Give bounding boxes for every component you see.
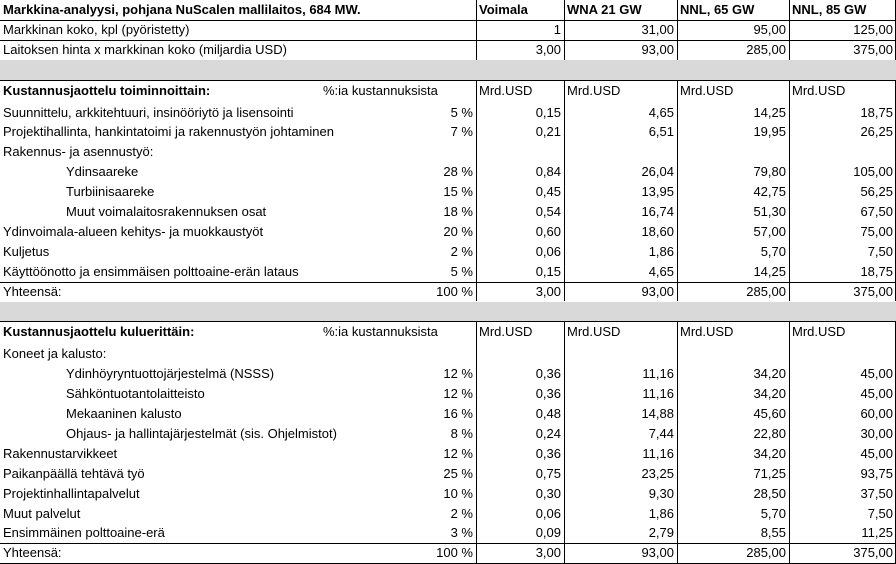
value-cell: 16,74 — [641, 204, 674, 219]
value-cell: 125,00 — [853, 21, 893, 37]
value-cell: 45,00 — [860, 445, 893, 461]
value-cell: 42,75 — [753, 184, 786, 200]
column-border — [564, 322, 565, 563]
data-row — [0, 484, 896, 504]
pct-cell: 25 % — [443, 465, 473, 481]
value-cell: 18,75 — [860, 104, 893, 120]
row-label: Ydinsaareke — [66, 164, 139, 180]
column-border — [789, 81, 790, 302]
table-title: Markkina-analyysi, pohjana NuScalen mallilaitos, 684 MW. — [3, 2, 361, 17]
section-header-row — [0, 322, 896, 344]
value-cell: 0,45 — [535, 184, 561, 200]
value-cell: 60,00 — [860, 406, 893, 421]
value-cell: 0,36 — [535, 366, 561, 382]
value-cell — [564, 344, 677, 364]
value-cell: 1,86 — [648, 243, 674, 259]
value-cell: 11,16 — [642, 366, 674, 382]
total-label: Yhteensä: — [3, 545, 62, 561]
pct-cell: 18 % — [443, 204, 473, 219]
row-label: Muut voimalaitosrakennuksen osat — [66, 204, 267, 219]
data-row — [0, 444, 896, 464]
unit-header: Mrd.USD — [792, 82, 846, 98]
total-value: 285,00 — [746, 545, 786, 561]
value-cell: 0,15 — [535, 263, 561, 279]
row-label: Markkinan koko, kpl (pyöristetty) — [3, 21, 190, 37]
section-title: Kustannusjaottelu kuluerittäin: — [3, 324, 195, 340]
data-row — [0, 242, 896, 262]
unit-header: Mrd.USD — [567, 82, 621, 98]
value-cell: 14,25 — [753, 104, 786, 120]
pct-cell: 16 % — [443, 406, 473, 421]
pct-header: %:ia kustannuksista — [323, 82, 438, 98]
market-row — [0, 20, 896, 40]
pct-cell — [320, 344, 476, 364]
data-row — [0, 202, 896, 222]
data-row — [0, 103, 896, 123]
data-row — [0, 364, 896, 384]
value-cell: 285,00 — [746, 41, 786, 57]
value-cell: 1 — [553, 21, 561, 37]
value-cell: 0,09 — [535, 525, 561, 541]
value-cell — [789, 344, 896, 364]
value-cell: 45,00 — [860, 366, 893, 382]
unit-header: Mrd.USD — [567, 324, 621, 340]
column-border — [476, 0, 477, 60]
column-border — [476, 81, 477, 302]
row-label: Koneet ja kalusto: — [3, 346, 107, 362]
unit-header: Mrd.USD — [680, 324, 734, 340]
pct-cell: 20 % — [443, 223, 473, 239]
row-label: Laitoksen hinta x markkinan koko (miljardia USD) — [3, 41, 287, 57]
col-header-wna: WNA 21 GW — [567, 2, 642, 17]
data-row — [0, 344, 896, 364]
col-header-voimala: Voimala — [479, 2, 528, 17]
value-cell: 0,15 — [535, 104, 561, 120]
value-cell: 7,50 — [867, 505, 893, 521]
unit-header: Mrd.USD — [479, 324, 533, 340]
data-row — [0, 162, 896, 182]
section-title: Kustannusjaottelu toiminnoittain: — [3, 82, 211, 98]
section-gap — [0, 60, 896, 81]
total-value: 285,00 — [746, 283, 786, 299]
total-value: 375,00 — [853, 283, 893, 299]
value-cell: 57,00 — [753, 223, 786, 239]
total-value: 93,00 — [641, 283, 674, 299]
value-cell: 75,00 — [860, 223, 893, 239]
column-border — [564, 0, 565, 60]
value-cell: 34,20 — [753, 386, 786, 402]
total-row — [0, 543, 896, 563]
value-cell: 18,75 — [860, 263, 893, 279]
value-cell: 375,00 — [853, 41, 893, 57]
unit-header: Mrd.USD — [792, 324, 846, 340]
value-cell: 0,48 — [535, 406, 561, 421]
value-cell: 105,00 — [853, 164, 893, 180]
value-cell: 13,95 — [641, 184, 674, 200]
row-label: Sähköntuotantolaitteisto — [66, 386, 205, 402]
data-row — [0, 424, 896, 444]
row-label: Turbiinisaareke — [66, 184, 155, 200]
row-label: Rakennustarvikkeet — [3, 445, 118, 461]
pct-cell: 5 % — [450, 263, 473, 279]
value-cell: 45,60 — [753, 406, 786, 421]
pct-cell: 12 % — [443, 386, 473, 402]
pct-cell: 8 % — [450, 425, 473, 441]
value-cell: 34,20 — [753, 445, 786, 461]
value-cell: 34,20 — [753, 366, 786, 382]
value-cell: 28,50 — [753, 485, 786, 501]
data-row — [0, 404, 896, 424]
data-row — [0, 182, 896, 202]
value-cell: 0,54 — [535, 204, 561, 219]
value-cell: 1,86 — [648, 505, 674, 521]
data-row — [0, 142, 896, 162]
value-cell: 4,65 — [648, 263, 674, 279]
total-value: 93,00 — [641, 545, 674, 561]
row-label: Muut palvelut — [3, 505, 81, 521]
value-cell: 0,06 — [535, 505, 561, 521]
value-cell: 67,50 — [860, 204, 893, 219]
column-border — [564, 81, 565, 302]
pct-cell: 10 % — [443, 485, 473, 501]
data-row — [0, 464, 896, 484]
header-row — [0, 0, 896, 20]
value-cell: 22,80 — [753, 425, 786, 441]
value-cell — [677, 344, 789, 364]
value-cell — [476, 344, 564, 364]
value-cell: 31,00 — [641, 21, 674, 37]
row-label: Projektihallinta, hankintatoimi ja rakennustyön johtaminen — [3, 124, 334, 140]
total-label: Yhteensä: — [3, 283, 62, 299]
value-cell: 7,50 — [867, 243, 893, 259]
pct-cell: 5 % — [450, 104, 473, 120]
total-value: 375,00 — [853, 545, 893, 561]
value-cell: 0,36 — [535, 445, 561, 461]
value-cell: 0,75 — [535, 465, 561, 481]
pct-header: %:ia kustannuksista — [323, 324, 438, 340]
value-cell: 0,84 — [535, 164, 561, 180]
pct-cell: 2 % — [450, 243, 473, 259]
value-cell: 37,50 — [860, 485, 893, 501]
value-cell: 30,00 — [860, 425, 893, 441]
data-row — [0, 384, 896, 404]
pct-cell: 12 % — [443, 366, 473, 382]
section-header-row — [0, 81, 896, 103]
value-cell: 18,60 — [641, 223, 674, 239]
row-label: Ydinhöyryntuottojärjestelmä (NSSS) — [66, 366, 275, 382]
value-cell: 45,00 — [860, 386, 893, 402]
row-label: Kuljetus — [3, 243, 50, 259]
value-cell: 26,04 — [641, 164, 674, 180]
col-header-nnl65: NNL, 65 GW — [680, 2, 755, 17]
pct-cell: 12 % — [443, 445, 473, 461]
total-pct: 100 % — [436, 545, 473, 561]
value-cell: 0,24 — [535, 425, 561, 441]
value-cell: 2,79 — [648, 525, 674, 541]
value-cell: 93,75 — [860, 465, 893, 481]
pct-cell — [320, 142, 476, 162]
total-pct: 100 % — [436, 283, 473, 299]
value-cell: 0,06 — [535, 243, 561, 259]
pct-cell: 3 % — [450, 525, 473, 541]
column-border — [677, 322, 678, 563]
value-cell: 23,25 — [641, 465, 674, 481]
column-border — [789, 0, 790, 60]
row-label: Mekaaninen kalusto — [66, 406, 182, 421]
unit-header: Mrd.USD — [680, 82, 734, 98]
value-cell: 14,25 — [753, 263, 786, 279]
value-cell: 4,65 — [648, 104, 674, 120]
value-cell: 3,00 — [535, 41, 561, 57]
section-gap — [0, 302, 896, 323]
value-cell: 93,00 — [641, 41, 674, 57]
pct-cell: 28 % — [443, 164, 473, 180]
data-row — [0, 262, 896, 282]
pct-cell: 15 % — [443, 184, 473, 200]
row-label: Ensimmäinen polttoaine-erä — [3, 525, 165, 541]
value-cell: 51,30 — [753, 204, 786, 219]
value-cell: 0,36 — [535, 386, 561, 402]
pct-cell: 2 % — [450, 505, 473, 521]
value-cell: 11,25 — [861, 525, 893, 541]
column-border — [677, 81, 678, 302]
column-border — [789, 322, 790, 563]
value-cell: 11,16 — [642, 386, 674, 402]
value-cell: 7,44 — [648, 425, 674, 441]
row-label: Ydinvoimala-alueen kehitys- ja muokkaustyöt — [3, 223, 264, 239]
row-label: Rakennus- ja asennustyö: — [3, 144, 154, 160]
unit-header: Mrd.USD — [479, 82, 533, 98]
value-cell: 6,51 — [648, 124, 674, 140]
value-cell: 0,60 — [535, 223, 561, 239]
column-border — [476, 322, 477, 563]
value-cell: 71,25 — [753, 465, 786, 481]
data-row — [0, 222, 896, 242]
value-cell: 95,00 — [753, 21, 786, 37]
value-cell — [476, 142, 564, 162]
total-value: 3,00 — [535, 283, 561, 299]
value-cell: 0,21 — [535, 124, 561, 140]
data-row — [0, 523, 896, 543]
data-row — [0, 504, 896, 524]
value-cell: 56,25 — [860, 184, 893, 200]
column-border — [677, 0, 678, 60]
value-cell: 11,16 — [642, 445, 674, 461]
value-cell — [677, 142, 789, 162]
market-row — [0, 40, 896, 60]
value-cell — [789, 142, 896, 162]
value-cell: 19,95 — [753, 124, 786, 140]
value-cell: 5,70 — [760, 243, 786, 259]
row-label: Ohjaus- ja hallintajärjestelmät (sis. Ohjelmistot) — [66, 425, 337, 441]
row-label: Suunnittelu, arkkitehtuuri, insinööriytö ja lisensointi — [3, 104, 294, 120]
row-label: Projektinhallintapalvelut — [3, 485, 140, 501]
value-cell: 5,70 — [760, 505, 786, 521]
value-cell — [564, 142, 677, 162]
row-label: Käyttöönotto ja ensimmäisen polttoaine-erän lataus — [3, 263, 299, 279]
pct-cell: 7 % — [450, 124, 473, 140]
value-cell: 26,25 — [860, 124, 893, 140]
value-cell: 14,88 — [641, 406, 674, 421]
value-cell: 8,55 — [760, 525, 786, 541]
value-cell: 0,30 — [535, 485, 561, 501]
data-row — [0, 122, 896, 142]
total-value: 3,00 — [535, 545, 561, 561]
col-header-nnl85: NNL, 85 GW — [792, 2, 867, 17]
value-cell: 79,80 — [753, 164, 786, 180]
value-cell: 9,30 — [648, 485, 674, 501]
row-label: Paikanpäällä tehtävä työ — [3, 465, 145, 481]
total-row — [0, 282, 896, 302]
